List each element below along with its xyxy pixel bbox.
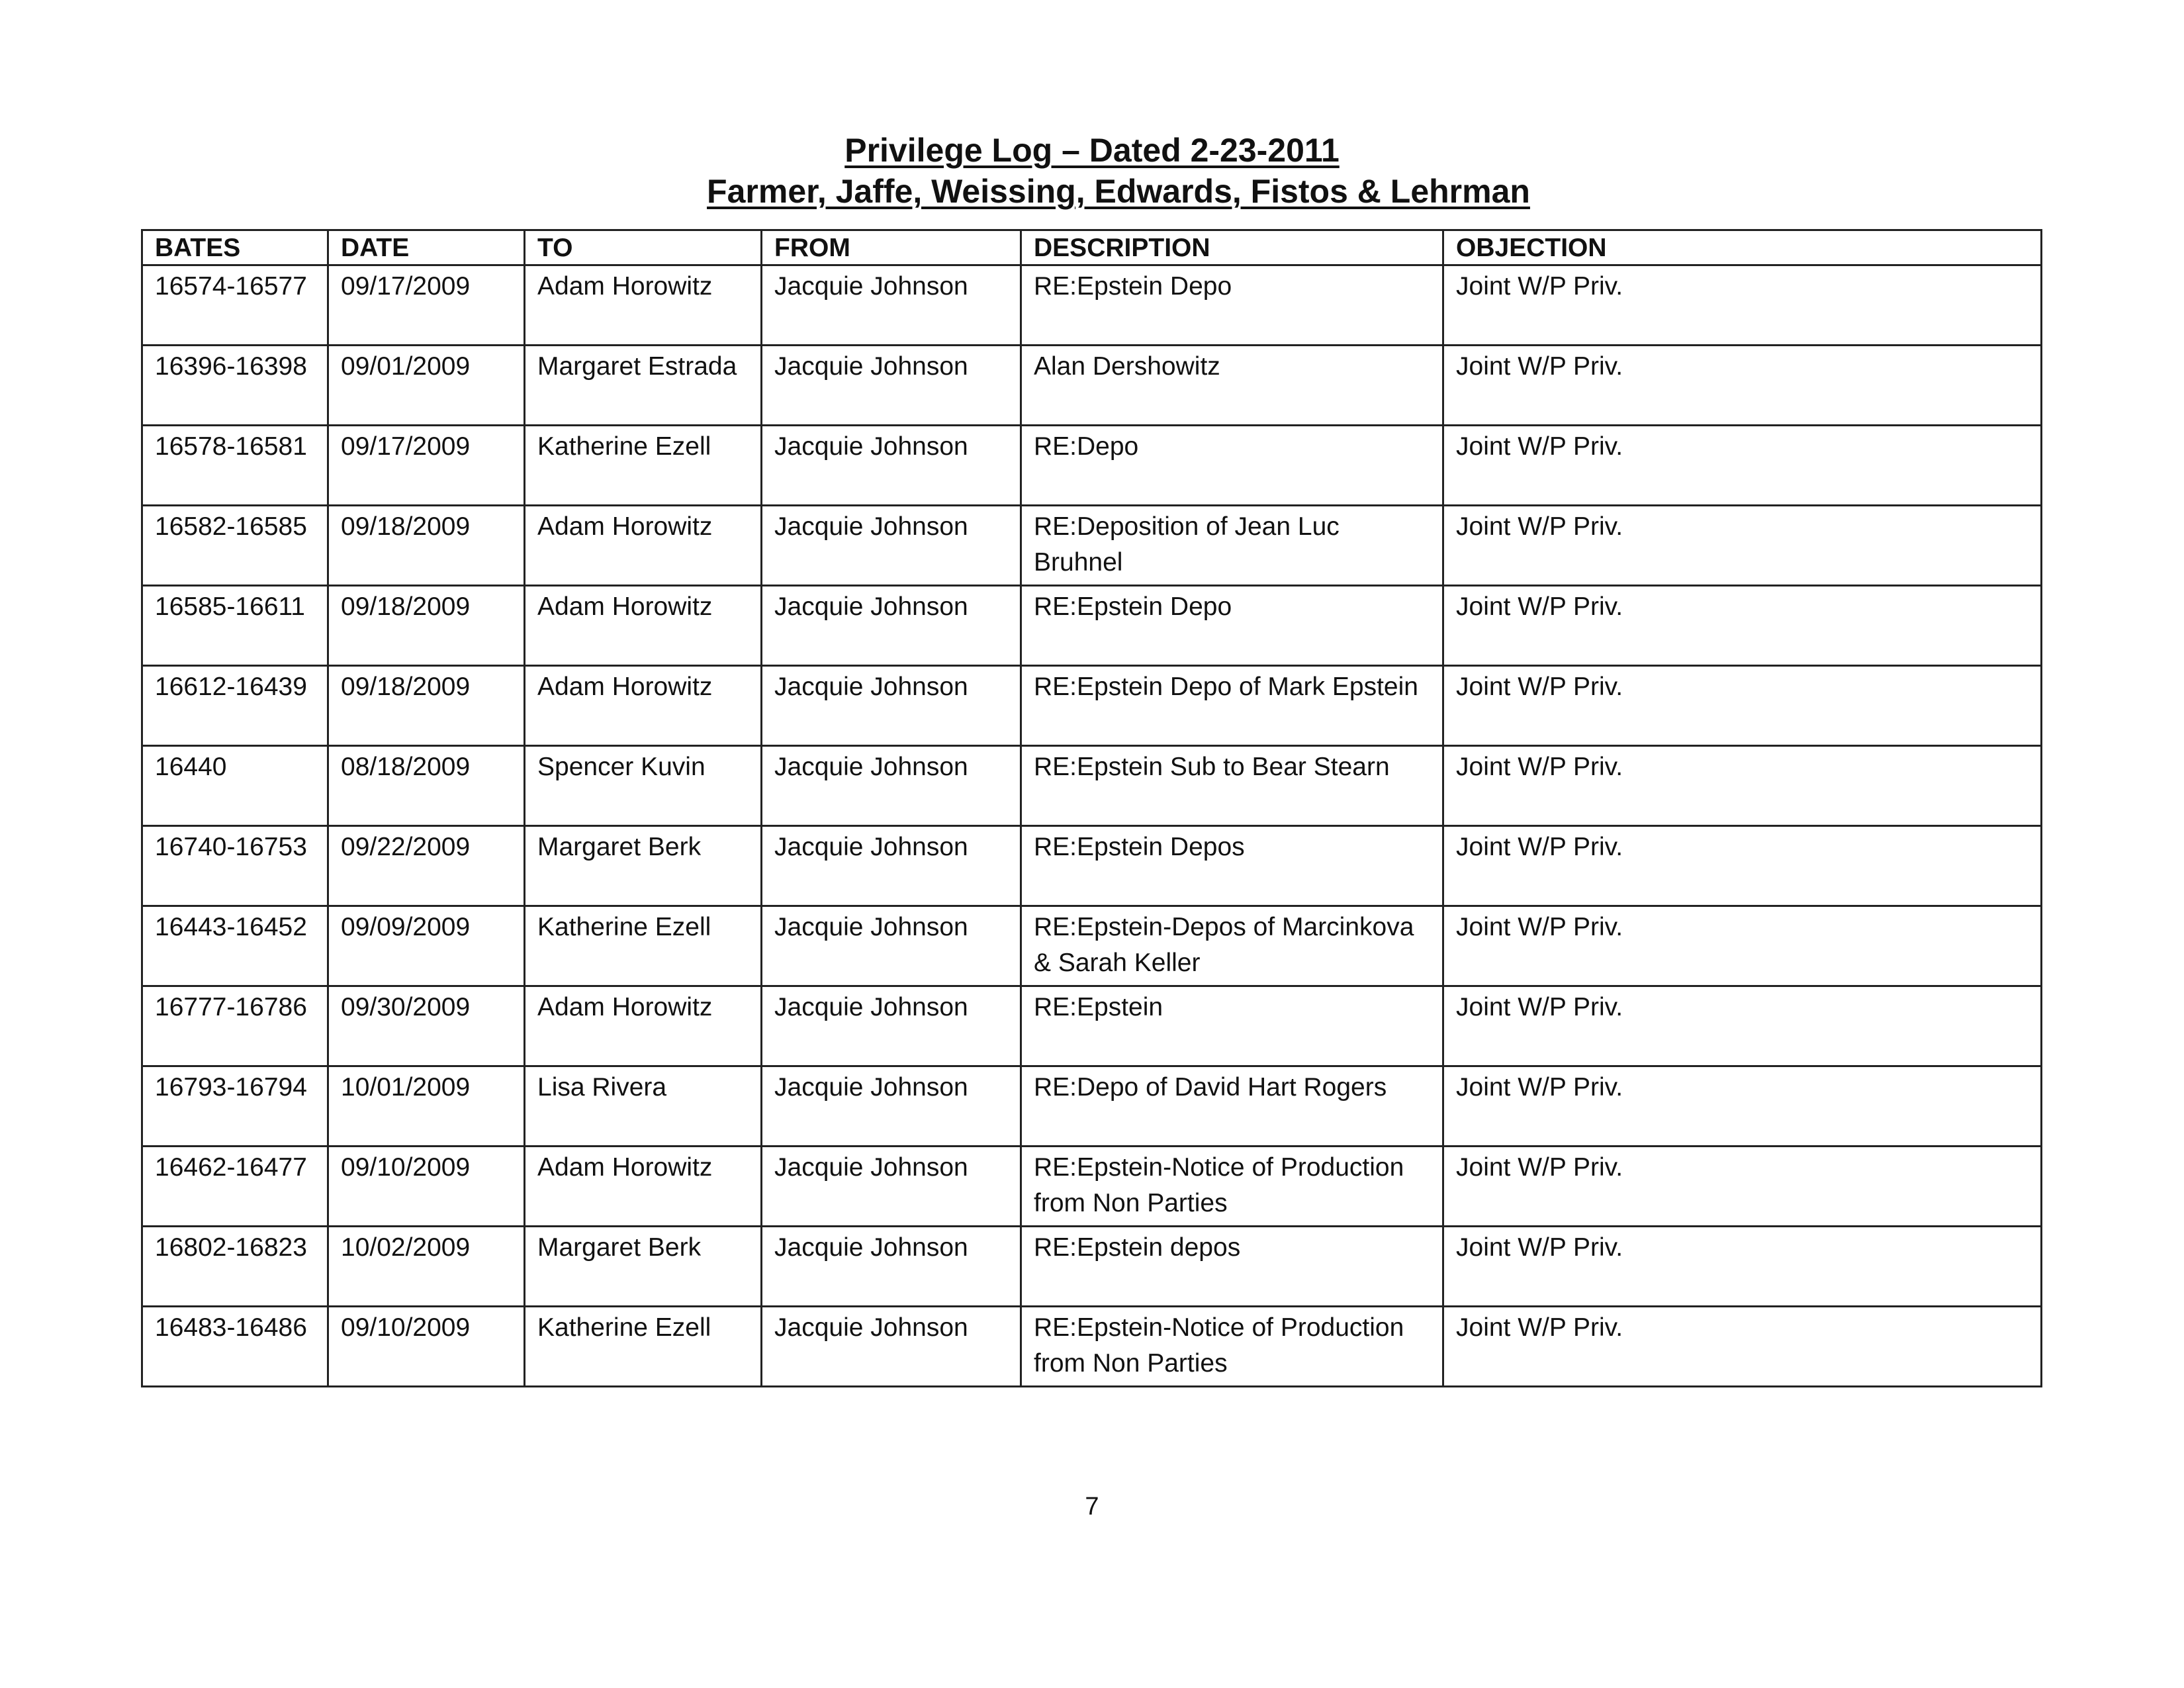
cell-from: Jacquie Johnson (762, 346, 1021, 426)
cell-from: Jacquie Johnson (762, 1227, 1021, 1307)
cell-bates: 16396-16398 (142, 346, 328, 426)
cell-from: Jacquie Johnson (762, 1147, 1021, 1227)
cell-bates: 16777-16786 (142, 986, 328, 1066)
cell-bates: 16582-16585 (142, 506, 328, 586)
cell-bates: 16740-16753 (142, 826, 328, 906)
cell-from: Jacquie Johnson (762, 1307, 1021, 1387)
header-objection: OBJECTION (1443, 230, 2042, 265)
cell-date: 09/17/2009 (328, 426, 525, 506)
cell-description: RE:Deposition of Jean Luc Bruhnel (1021, 506, 1443, 586)
cell-to: Lisa Rivera (525, 1066, 762, 1147)
cell-to: Margaret Berk (525, 1227, 762, 1307)
cell-objection: Joint W/P Priv. (1443, 746, 2042, 826)
cell-objection: Joint W/P Priv. (1443, 1066, 2042, 1147)
cell-date: 09/01/2009 (328, 346, 525, 426)
cell-from: Jacquie Johnson (762, 826, 1021, 906)
title-line-1: Privilege Log – Dated 2-23-2011 (844, 132, 1340, 169)
cell-description: RE:Epstein-Depos of Marcinkova & Sarah Keller (1021, 906, 1443, 986)
cell-to: Adam Horowitz (525, 1147, 762, 1227)
table-row (142, 746, 2042, 826)
cell-description: RE:Depo of David Hart Rogers (1021, 1066, 1443, 1147)
cell-bates: 16483-16486 (142, 1307, 328, 1387)
cell-to: Katherine Ezell (525, 426, 762, 506)
cell-description: RE:Epstein-Notice of Production from Non Parties (1021, 1307, 1443, 1387)
cell-objection: Joint W/P Priv. (1443, 1147, 2042, 1227)
table-row (142, 1227, 2042, 1307)
cell-objection: Joint W/P Priv. (1443, 265, 2042, 346)
cell-objection: Joint W/P Priv. (1443, 1307, 2042, 1387)
table-row (142, 426, 2042, 506)
cell-from: Jacquie Johnson (762, 426, 1021, 506)
cell-bates: 16578-16581 (142, 426, 328, 506)
cell-date: 09/17/2009 (328, 265, 525, 346)
cell-objection: Joint W/P Priv. (1443, 826, 2042, 906)
table-row (142, 265, 2042, 346)
cell-to: Adam Horowitz (525, 666, 762, 746)
cell-from: Jacquie Johnson (762, 986, 1021, 1066)
cell-description: RE:Epstein Depo (1021, 586, 1443, 666)
cell-description: RE:Epstein (1021, 986, 1443, 1066)
table-row (142, 986, 2042, 1066)
cell-description: RE:Depo (1021, 426, 1443, 506)
cell-bates: 16443-16452 (142, 906, 328, 986)
cell-objection: Joint W/P Priv. (1443, 426, 2042, 506)
table-row (142, 1307, 2042, 1387)
cell-to: Margaret Estrada (525, 346, 762, 426)
cell-date: 09/18/2009 (328, 666, 525, 746)
cell-bates: 16462-16477 (142, 1147, 328, 1227)
header-from: FROM (762, 230, 1021, 265)
cell-objection: Joint W/P Priv. (1443, 586, 2042, 666)
table-row (142, 666, 2042, 746)
cell-objection: Joint W/P Priv. (1443, 1227, 2042, 1307)
header-to: TO (525, 230, 762, 265)
cell-description: Alan Dershowitz (1021, 346, 1443, 426)
title-line-2: Farmer, Jaffe, Weissing, Edwards, Fistos & Lehrman (707, 173, 1530, 210)
privilege-log-table (141, 229, 2042, 1387)
cell-date: 09/22/2009 (328, 826, 525, 906)
cell-date: 08/18/2009 (328, 746, 525, 826)
cell-from: Jacquie Johnson (762, 586, 1021, 666)
cell-description: RE:Epstein depos (1021, 1227, 1443, 1307)
table-row (142, 1147, 2042, 1227)
cell-bates: 16612-16439 (142, 666, 328, 746)
cell-description: RE:Epstein Depo (1021, 265, 1443, 346)
cell-objection: Joint W/P Priv. (1443, 906, 2042, 986)
cell-date: 10/01/2009 (328, 1066, 525, 1147)
cell-objection: Joint W/P Priv. (1443, 986, 2042, 1066)
page-number: 7 (1085, 1493, 1099, 1521)
cell-to: Adam Horowitz (525, 506, 762, 586)
cell-from: Jacquie Johnson (762, 746, 1021, 826)
cell-bates: 16802-16823 (142, 1227, 328, 1307)
cell-bates: 16585-16611 (142, 586, 328, 666)
cell-date: 09/10/2009 (328, 1147, 525, 1227)
cell-date: 09/18/2009 (328, 506, 525, 586)
cell-objection: Joint W/P Priv. (1443, 666, 2042, 746)
cell-from: Jacquie Johnson (762, 906, 1021, 986)
cell-date: 09/10/2009 (328, 1307, 525, 1387)
cell-from: Jacquie Johnson (762, 265, 1021, 346)
cell-objection: Joint W/P Priv. (1443, 346, 2042, 426)
cell-description: RE:Epstein Sub to Bear Stearn (1021, 746, 1443, 826)
cell-description: RE:Epstein Depos (1021, 826, 1443, 906)
header-date: DATE (328, 230, 525, 265)
document-title (0, 130, 2184, 212)
table-row (142, 586, 2042, 666)
cell-to: Adam Horowitz (525, 986, 762, 1066)
cell-bates: 16440 (142, 746, 328, 826)
table-row (142, 906, 2042, 986)
cell-to: Adam Horowitz (525, 265, 762, 346)
table-body (142, 265, 2042, 1387)
cell-to: Katherine Ezell (525, 1307, 762, 1387)
cell-date: 09/18/2009 (328, 586, 525, 666)
cell-date: 10/02/2009 (328, 1227, 525, 1307)
table-header-row (142, 230, 2042, 265)
header-description: DESCRIPTION (1021, 230, 1443, 265)
cell-from: Jacquie Johnson (762, 666, 1021, 746)
cell-to: Spencer Kuvin (525, 746, 762, 826)
cell-from: Jacquie Johnson (762, 506, 1021, 586)
cell-description: RE:Epstein-Notice of Production from Non Parties (1021, 1147, 1443, 1227)
table-row (142, 506, 2042, 586)
cell-objection: Joint W/P Priv. (1443, 506, 2042, 586)
header-bates: BATES (142, 230, 328, 265)
table-row (142, 1066, 2042, 1147)
cell-bates: 16793-16794 (142, 1066, 328, 1147)
cell-description: RE:Epstein Depo of Mark Epstein (1021, 666, 1443, 746)
cell-date: 09/09/2009 (328, 906, 525, 986)
cell-from: Jacquie Johnson (762, 1066, 1021, 1147)
cell-bates: 16574-16577 (142, 265, 328, 346)
table-row (142, 826, 2042, 906)
cell-to: Adam Horowitz (525, 586, 762, 666)
cell-to: Margaret Berk (525, 826, 762, 906)
cell-to: Katherine Ezell (525, 906, 762, 986)
cell-date: 09/30/2009 (328, 986, 525, 1066)
table-row (142, 346, 2042, 426)
